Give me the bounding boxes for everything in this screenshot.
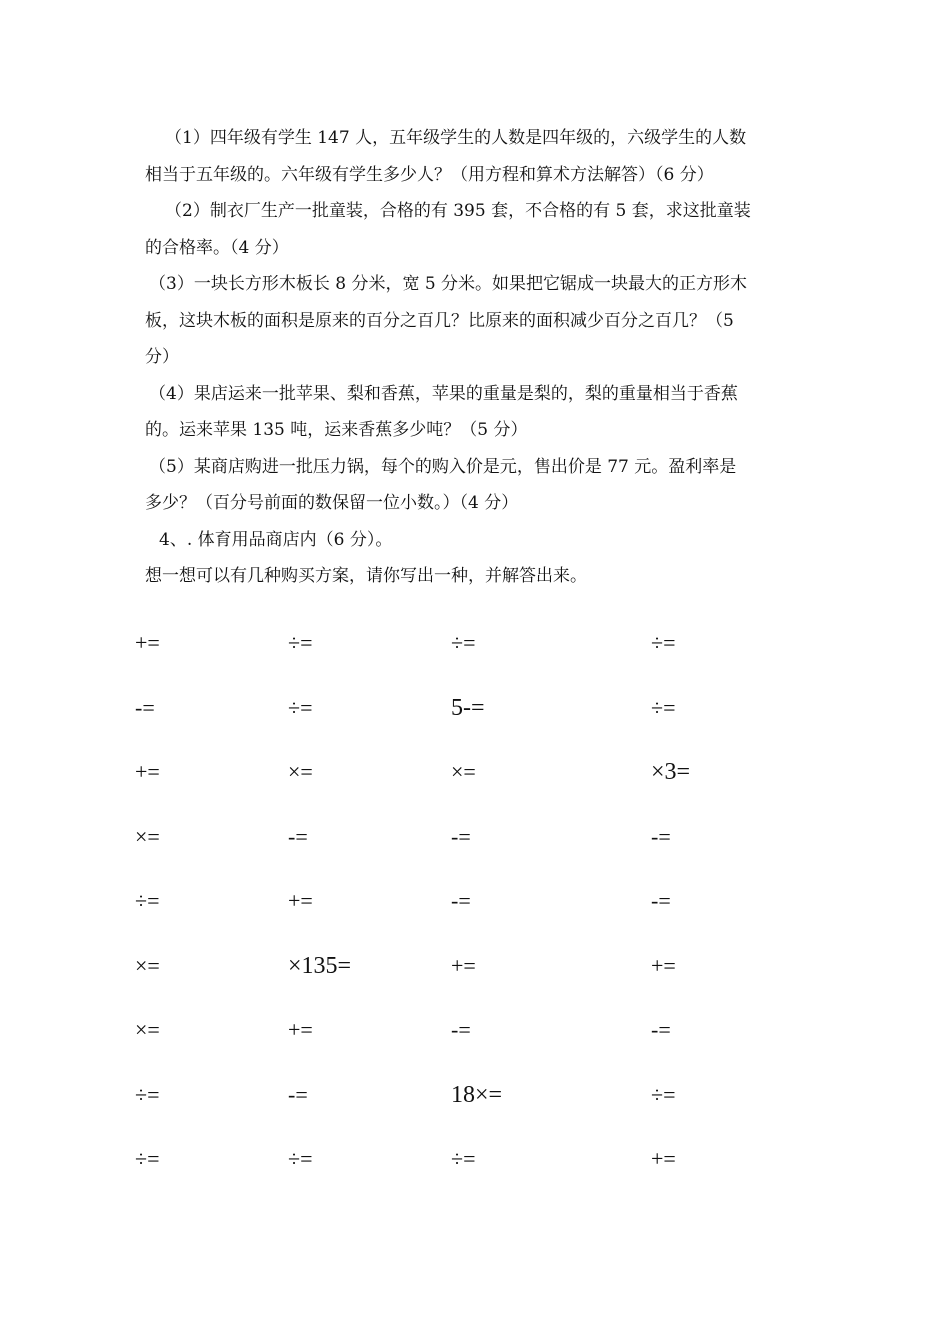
calc-cell: ×135= — [288, 952, 352, 979]
calc-cell: ÷= — [651, 630, 676, 655]
problem-3-line-2: 板，这块木板的面积是原来的百分之百几？比原来的面积减少百分之百几？（5 — [145, 310, 734, 331]
problem-5-line-2: 多少？（百分号前面的数保留一位小数。）（4 分） — [145, 493, 519, 513]
calc-row — [135, 1141, 835, 1206]
calc-row — [135, 1012, 835, 1077]
calc-cell: -= — [451, 888, 471, 913]
calc-cell: ×= — [135, 823, 160, 849]
calc-cell: ×= — [135, 1017, 160, 1042]
calc-cell: -= — [651, 888, 671, 913]
calc-cell: += — [288, 888, 313, 913]
calc-cell: ÷= — [288, 630, 313, 655]
calc-cell: += — [651, 1146, 676, 1171]
calc-cell: ×= — [135, 952, 160, 978]
section-4-heading: 4、. 体育用品商店内（6 分）。 — [159, 529, 393, 550]
problem-2-line-2: 的合格率。（4 分） — [145, 237, 289, 258]
problem-5-line-1: （5）某商店购进一批压力锅，每个的购入价是元，售出价是 77 元。盈利率是 — [149, 456, 737, 477]
calc-row — [135, 883, 835, 948]
calc-row — [135, 1077, 835, 1142]
calc-cell: -= — [651, 1017, 671, 1042]
calc-cell: -= — [651, 823, 671, 849]
calc-cell: ×3= — [651, 759, 691, 785]
calc-cell: -= — [288, 1081, 308, 1107]
calc-cell: += — [135, 630, 160, 655]
calc-row — [135, 948, 835, 1013]
problem-3-line-3: 分） — [145, 347, 179, 367]
problem-1-line-1: （1）四年级有学生 147 人，五年级学生的人数是四年级的，六级学生的人数 — [165, 128, 747, 148]
calc-cell: ×= — [288, 759, 313, 784]
problem-4-line-1: （4）果店运来一批苹果、梨和香蕉，苹果的重量是梨的，梨的重量相当于香蕉 — [149, 383, 738, 404]
problem-1-line-2: 相当于五年级的。六年级有学生多少人？（用方程和算术方法解答）（6 分） — [145, 164, 714, 185]
calc-cell: 18×= — [451, 1081, 503, 1108]
calc-cell: ÷= — [451, 630, 476, 655]
calc-cell: += — [651, 952, 676, 978]
calc-cell: ÷= — [651, 694, 676, 720]
calc-cell: ÷= — [135, 1081, 160, 1107]
calc-cell: += — [451, 952, 476, 978]
calc-cell: -= — [451, 823, 471, 849]
calc-cell: ÷= — [288, 1146, 313, 1171]
problem-2-line-1: （2）制衣厂生产一批童装，合格的有 395 套，不合格的有 5 套，求这批童装 — [165, 201, 751, 221]
calc-cell: += — [135, 759, 160, 784]
calc-cell: ÷= — [651, 1081, 676, 1107]
calc-cell: ÷= — [135, 1146, 160, 1171]
calc-cell: -= — [135, 694, 155, 720]
calc-cell: 5-= — [451, 694, 485, 721]
word-problems — [145, 120, 810, 595]
calc-cell: += — [288, 1017, 313, 1042]
calc-cell: -= — [288, 823, 308, 849]
calc-row — [135, 690, 835, 755]
calc-cell: -= — [451, 1017, 471, 1042]
calc-cell: ÷= — [451, 1146, 476, 1171]
calc-cell: ÷= — [135, 888, 160, 913]
problem-4-line-2: 的。运来苹果 135 吨，运来香蕉多少吨？（5 分） — [145, 420, 528, 440]
calc-row — [135, 754, 835, 819]
calc-row — [135, 625, 835, 690]
calculation-grid — [135, 625, 835, 1206]
calc-row — [135, 819, 835, 884]
calc-cell: ÷= — [288, 694, 313, 720]
calc-cell: ×= — [451, 759, 476, 784]
problem-3-line-1: （3）一块长方形木板长 8 分米，宽 5 分米。如果把它锯成一块最大的正方形木 — [149, 274, 748, 294]
section-4-instruction: 想一想可以有几种购买方案，请你写出一种，并解答出来。 — [145, 566, 587, 586]
